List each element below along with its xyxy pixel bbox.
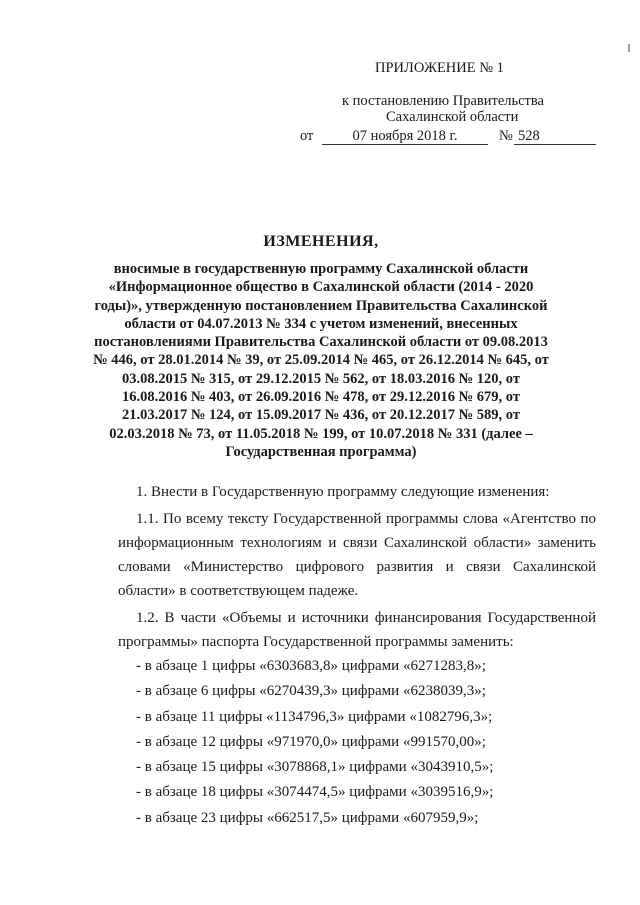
scan-mark bbox=[628, 44, 630, 52]
paragraph-1: 1. Внести в Государственную программу следующие изменения: bbox=[136, 484, 550, 500]
document-title: ИЗМЕНЕНИЯ, bbox=[263, 233, 379, 250]
list-item: - в абзаце 12 цифры «971970,0» цифрами «991570,00»; bbox=[136, 733, 486, 750]
list-item: - в абзаце 1 цифры «6303683,8» цифрами «6271283,8»; bbox=[136, 658, 486, 674]
list-item: - в абзаце 23 цифры «662517,5» цифрами «607959,9»; bbox=[136, 809, 479, 826]
appendix-title: ПРИЛОЖЕНИЕ № 1 bbox=[375, 60, 504, 76]
appendix-region-line: Сахалинской области bbox=[386, 109, 519, 125]
document-title-block bbox=[90, 232, 552, 461]
paragraph-1-1: 1.1. По всему тексту Государственной программы слова «Агентство по информационным технологиям и связи Сахалинской области» заменить словами «Министерство цифрового развития и связи Сахалинской области» в соответствующем падеже. bbox=[118, 511, 596, 599]
appendix-date-row bbox=[300, 128, 600, 148]
document-subtitle: вносимые в государственную программу Сахалинской области «Информационное общество в Сахалинской области (2014 - 2020 годы)», утвержденную постановлением Правительства Сахалинской области от 04.07.2013 № 334 с учетом изменений, внесенных постановлениями Правительства Сахалинской области от 09.08.2013 № 446, от 28.01.2014 № 39, от 25.09.2014 № 465, от 26.12.2014 № 645, от 03.08.2015 № 315, от 29.12.2015 № 562, от 18.03.2016 № 120, от 16.08.2016 № 403, от 26.09.2016 № 478, от 29.12.2016 № 679, от 21.03.2017 № 124, от 15.09.2017 № 436, от 20.12.2017 № 589, от 02.03.2018 № 73, от 11.05.2018 № 199, от 10.07.2018 № 331 (далее – Государственная программа) bbox=[93, 261, 549, 460]
list-item: - в абзаце 15 цифры «3078868,1» цифрами «3043910,5»; bbox=[136, 759, 494, 776]
appendix-resolution-line: к постановлению Правительства bbox=[342, 93, 544, 109]
replacement-list bbox=[118, 654, 596, 831]
list-item: - в абзаце 18 цифры «3074474,5» цифрами «3039516,9»; bbox=[136, 784, 494, 801]
document-body bbox=[118, 480, 596, 831]
list-item: - в абзаце 11 цифры «1134796,3» цифрами «1082796,3»; bbox=[136, 708, 493, 725]
resolution-date: 07 ноября 2018 г. bbox=[322, 128, 488, 145]
resolution-number: 528 bbox=[514, 128, 596, 145]
paragraph-1-2: 1.2. В части «Объемы и источники финансирования Государственной программы» паспорта Государственной программы заменить: bbox=[118, 610, 596, 650]
from-label: от bbox=[300, 128, 314, 144]
number-label: № bbox=[499, 128, 513, 144]
list-item: - в абзаце 6 цифры «6270439,3» цифрами «6238039,3»; bbox=[136, 683, 486, 700]
